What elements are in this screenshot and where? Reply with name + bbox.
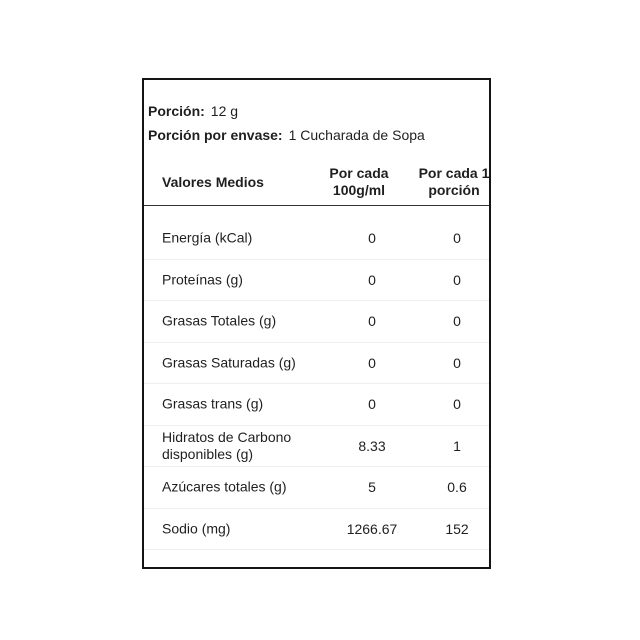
header-per-100-line1: Por cada <box>329 165 389 181</box>
servings-per-container <box>148 126 425 144</box>
row-nutrient: Grasas Saturadas (g) <box>162 354 296 371</box>
row-nutrient: Hidratos de Carbono disponibles (g) <box>162 428 292 462</box>
header-per-serving-line1: Por cada 1 <box>418 165 490 181</box>
row-nutrient: Proteínas (g) <box>162 271 243 288</box>
row-nutrient: Grasas trans (g) <box>162 395 264 412</box>
row-per-100: 0 <box>368 354 376 371</box>
header-nutrient: Valores Medios <box>162 174 264 190</box>
serving-size <box>148 102 238 120</box>
servings-per-container-label: Porción por envase: <box>148 127 283 143</box>
row-per-serving: 0.6 <box>447 479 467 496</box>
header-per-serving-line2: porción <box>428 182 480 198</box>
row-per-100: 5 <box>368 479 376 496</box>
header-per-100 <box>319 165 399 199</box>
row-per-serving: 1 <box>453 437 461 454</box>
table-header <box>144 160 489 206</box>
row-per-serving: 152 <box>445 520 469 537</box>
row-per-100: 8.33 <box>358 437 386 454</box>
table-row <box>144 218 489 260</box>
table-row <box>144 509 489 551</box>
row-nutrient: Energía (kCal) <box>162 229 253 246</box>
row-per-serving: 0 <box>453 313 461 330</box>
row-nutrient: Grasas Totales (g) <box>162 312 277 329</box>
row-per-serving: 0 <box>453 354 461 371</box>
row-per-serving: 0 <box>453 396 461 413</box>
table-row <box>144 384 489 426</box>
table-row <box>144 260 489 302</box>
table-row <box>144 426 489 468</box>
servings-per-container-value: 1 Cucharada de Sopa <box>288 127 425 143</box>
serving-size-value: 12 g <box>210 103 239 119</box>
row-per-serving: 0 <box>453 271 461 288</box>
row-per-serving: 0 <box>453 230 461 247</box>
row-per-100: 1266.67 <box>346 520 398 537</box>
table-body <box>144 218 489 550</box>
row-per-100: 0 <box>368 271 376 288</box>
table-row <box>144 301 489 343</box>
serving-size-label: Porción: <box>148 103 205 119</box>
table-row <box>144 343 489 385</box>
header-per-100-line2: 100g/ml <box>332 182 386 198</box>
nutrition-label <box>142 78 491 569</box>
table-row <box>144 467 489 509</box>
row-per-100: 0 <box>368 396 376 413</box>
row-per-100: 0 <box>368 313 376 330</box>
row-nutrient: Azúcares totales (g) <box>162 478 287 495</box>
row-per-100: 0 <box>368 230 376 247</box>
header-per-serving <box>409 165 499 199</box>
row-nutrient: Sodio (mg) <box>162 520 231 537</box>
